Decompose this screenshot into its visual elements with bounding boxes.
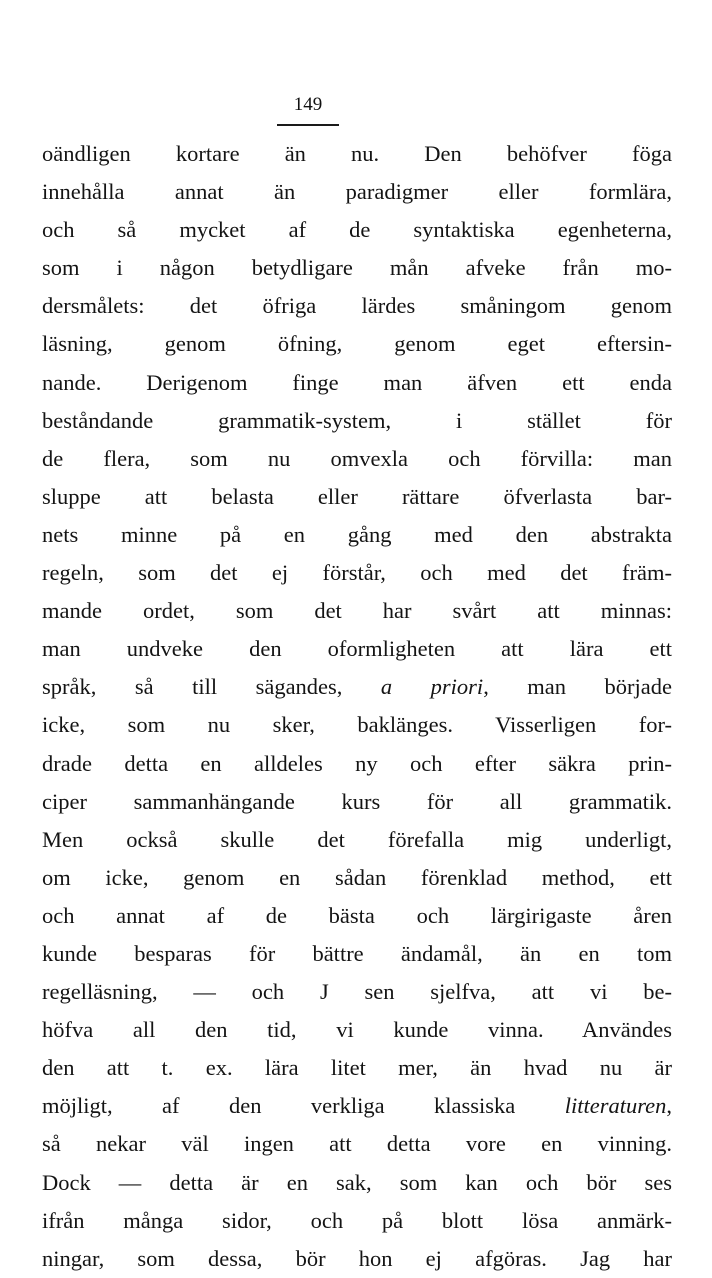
text-line [42, 173, 672, 211]
text-line [42, 478, 672, 516]
text-line [42, 249, 672, 287]
text-segment: innehålla annat än paradigmer eller formlära, [42, 179, 672, 205]
text-segment: kunde besparas för bättre ändamål, än en tom [42, 940, 672, 966]
text-line [42, 973, 672, 1011]
text-line [42, 859, 672, 897]
text-line [42, 211, 672, 249]
text-line [42, 1087, 672, 1125]
text-segment: icke, som nu sker, baklänges. Visserligen for- [42, 712, 672, 738]
text-segment: och annat af de bästa och lärgirigaste åren [42, 902, 672, 928]
text-segment: regeln, som det ej förstår, och med det främ- [42, 560, 672, 586]
text-segment: nande. Derigenom finge man äfven ett enda [42, 369, 672, 395]
text-segment: Dock — detta är en sak, som kan och bör ses [42, 1169, 672, 1195]
text-line [42, 897, 672, 935]
text-segment: ciper sammanhängande kurs för all grammatik. [42, 788, 672, 814]
text-segment: möjligt, af den verkliga klassiska [42, 1093, 565, 1119]
text-segment: läsning, genom öfning, genom eget eftersin- [42, 331, 672, 357]
italic-phrase: a priori [380, 674, 484, 700]
text-segment: den att t. ex. lära litet mer, än hvad nu är [42, 1055, 672, 1081]
text-segment: man undveke den oformligheten att lära ett [42, 636, 672, 662]
text-segment: drade detta en alldeles ny och efter säkra prin- [42, 750, 672, 776]
text-line [42, 745, 672, 783]
text-segment: om icke, genom en sådan förenklad method, ett [42, 864, 672, 890]
text-line [42, 1125, 672, 1163]
text-line [42, 821, 672, 859]
text-line [42, 783, 672, 821]
text-segment: höfva all den tid, vi kunde vinna. Användes [42, 1017, 672, 1043]
text-line [42, 287, 672, 325]
text-line [42, 135, 672, 173]
text-line [42, 554, 672, 592]
text-line [42, 1049, 672, 1087]
text-segment: oändligen kortare än nu. Den behöfver föga [42, 141, 672, 166]
text-segment: Men också skulle det förefalla mig underligt, [42, 826, 672, 852]
text-segment: ifrån många sidor, och på blott lösa anmärk- [42, 1207, 672, 1233]
text-segment: som i någon betydligare mån afveke från mo- [42, 255, 672, 281]
text-segment: , man började [483, 674, 672, 700]
text-segment: regelläsning, — och J sen sjelfva, att vi be- [42, 979, 672, 1005]
text-segment: dersmålets: det öfriga lärdes småningom genom [42, 293, 672, 319]
page-number-rule [277, 124, 339, 126]
text-segment: de flera, som nu omvexla och förvilla: man [42, 445, 672, 471]
text-segment: ningar, som dessa, bör hon ej afgöras. Jag har [42, 1245, 672, 1271]
text-segment: mande ordet, som det har svårt att minnas: [42, 598, 672, 624]
text-line [42, 935, 672, 973]
text-line [42, 592, 672, 630]
text-line [42, 668, 672, 706]
text-line [42, 516, 672, 554]
text-line [42, 1164, 672, 1202]
page-number: 149 [293, 94, 323, 115]
text-segment: beståndande grammatik-system, i stället för [42, 407, 672, 433]
text-line [42, 325, 672, 363]
italic-phrase: litteraturen [564, 1093, 667, 1119]
text-segment: och så mycket af de syntaktiska egenheterna, [42, 217, 672, 243]
body-text [42, 135, 672, 1278]
text-line [42, 440, 672, 478]
text-segment: , [666, 1093, 672, 1119]
text-segment: så nekar väl ingen att detta vore en vinning. [42, 1131, 672, 1157]
text-line [42, 630, 672, 668]
text-line [42, 706, 672, 744]
text-line [42, 1202, 672, 1240]
text-segment: språk, så till sägandes, [42, 674, 381, 700]
text-line [42, 402, 672, 440]
text-line [42, 364, 672, 402]
text-segment: sluppe att belasta eller rättare öfverlasta bar- [42, 483, 672, 509]
text-line [42, 1240, 672, 1278]
text-line [42, 1011, 672, 1049]
text-segment: nets minne på en gång med den abstrakta [42, 521, 672, 547]
